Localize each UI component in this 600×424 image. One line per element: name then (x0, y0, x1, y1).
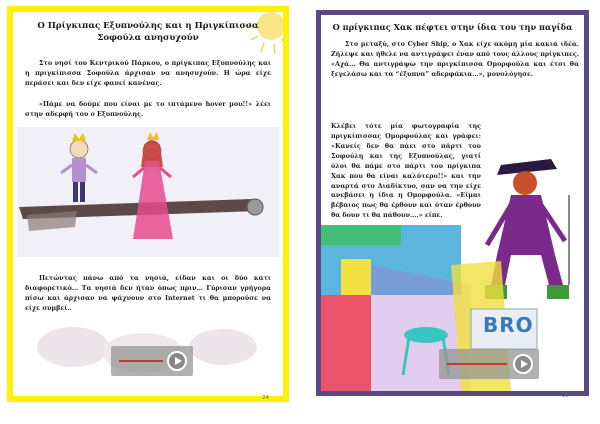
right-paragraph-1: Στο μεταξύ, στο Cyber Ship, ο Χακ είχε ακόμη μία κακιά ιδέα. Ζήλεψε και ήθελε να αντιγράψει έναν από τους άλλους πρίγκιπες. «Αχά… Θα αντιγράψω την πριγκίπισσα Ομορφούλα και έτσι θα ξεγελάσω και τα “έξυπνα” αδερφάκια…», μονολόγησε. (331, 40, 579, 78)
right-paragraph-2: Κλέβει τότε μία φωτογραφία της πριγκίπισσας Ομορφούλας και γράφει: «Κανείς δεν θα πάει στο πάρτι του Σοφούλη και της Εξυπνούλας, γιατί όλοι θα πάμε στο πάρτι του πρίγκιπα Χακ που θα είναι καλύτερο!!» και την αναρτά στο Διαδίκτυο, σαν να την είχε ανεβάσει η ίδια η Ομορφούλα. «Είμαι βέβαιος πως θα έρθουν και όταν έρθουν θα δουν τι θα πάθουν….» είπε. (331, 122, 481, 220)
right-page-title: Ο πρίγκιπας Χακ πέφτει στην ίδια του την παγίδα (332, 22, 573, 32)
left-paragraph-2: «Πάμε να δούμε που είναι με το ιπτάμενο hover μου!!» λέει στην αδερφή του ο Εξυπνούλης. (25, 100, 271, 118)
left-title-line2: Σοφούλα ανησυχούν (97, 33, 199, 44)
left-page (7, 6, 289, 402)
left-paragraph-1: Στο νησί του Κεντρικού Πάρκου, ο πρίγκιπας Εξυπνούλης και η πριγκίπισσα Σοφούλα άρχισαν να ανησυχούν. Η ώρα είχε περάσει και δεν είχε φανεί κανένας. (25, 59, 271, 87)
left-progress-bar[interactable] (119, 360, 163, 362)
right-page-number: 25 (562, 393, 569, 399)
right-progress-bar[interactable] (447, 363, 507, 365)
left-page-number: 24 (262, 395, 269, 401)
children-hover-drawing (17, 127, 279, 257)
bro-sign-text: BRO (483, 313, 534, 337)
right-play-icon[interactable] (513, 354, 533, 374)
left-video-player[interactable] (111, 346, 193, 376)
left-play-icon[interactable] (167, 351, 187, 371)
left-page-title (13, 20, 283, 45)
right-video-player[interactable] (439, 349, 539, 379)
right-page (316, 10, 589, 396)
left-paragraph-3: Πετώντας πάνω από τα νησιά, είδαν και οι δύο κάτι διαφορετικό… Τα νησιά δεν ήταν όπως πριν… Γύρισαν γρήγορα πίσω και άρχισαν να ψάχνουν στο Internet τι θα μπορούσε να είχε συμβεί.. (25, 274, 271, 312)
left-title-line1: Ο Πρίγκιπας Εξυπνούλης και η Πριγκίπισσα (37, 21, 259, 31)
right-page-content (321, 15, 584, 391)
left-page-content (13, 12, 283, 396)
